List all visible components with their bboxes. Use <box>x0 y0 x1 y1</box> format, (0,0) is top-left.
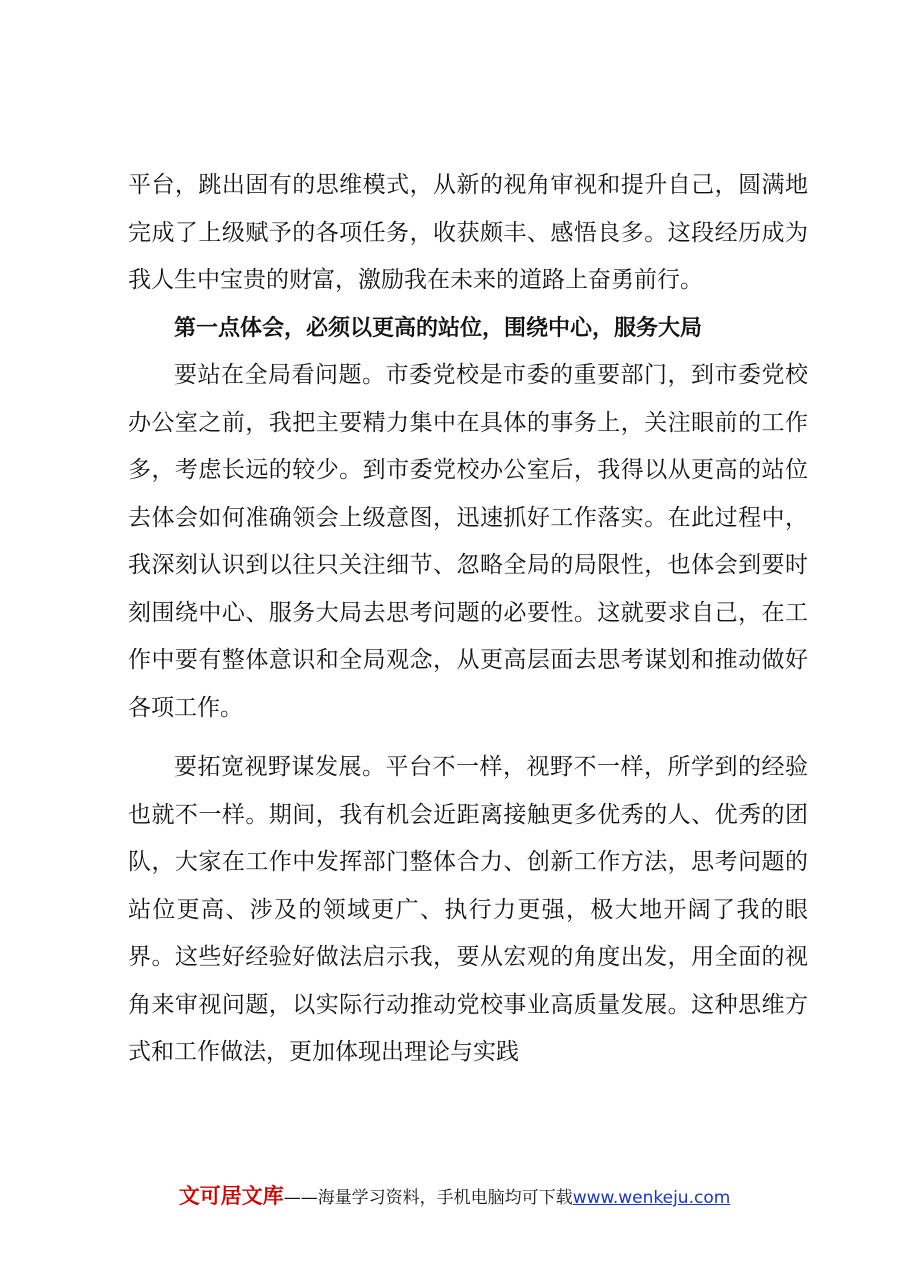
paragraph-global-view: 要站在全局看问题。市委党校是市委的重要部门，到市委党校办公室之前，我把主要精力集中在具体的事务上，关注眼前的工作多，考虑长远的较少。到市委党校办公室后，我得以从更高的站位去体会如何准确领会上级意图，迅速抓好工作落实。在此过程中，我深刻认识到以往只关注细节、忽略全局的局限性，也体会到要时刻围绕中心、服务大局去思考问题的必要性。这就要求自己，在工作中要有整体意识和全局观念，从更高层面去思考谋划和推动做好各项工作。 <box>128 362 808 721</box>
footer-tagline: ——海量学习资料，手机电脑均可下载 <box>283 1188 573 1208</box>
document-body <box>128 162 808 1077</box>
paragraph-continuation: 平台，跳出固有的思维模式，从新的视角审视和提升自己，圆满地完成了上级赋予的各项任务，收获颇丰、感悟良多。这段经历成为我人生中宝贵的财富，激励我在未来的道路上奋勇前行。 <box>128 172 808 293</box>
paragraph-gap <box>128 732 808 744</box>
page-footer <box>0 1180 909 1210</box>
footer-website-link[interactable]: www.wenkeju.com <box>572 1188 731 1208</box>
section-heading: 第一点体会，必须以更高的站位，围绕中心，服务大局 <box>174 315 703 341</box>
paragraph-broaden-vision: 要拓宽视野谋发展。平台不一样，视野不一样，所学到的经验也就不一样。期间，我有机会近距离接触更多优秀的人、优秀的团队，大家在工作中发挥部门整体合力、创新工作方法，思考问题的站位更高、涉及的领域更广、执行力更强，极大地开阔了我的眼界。这些好经验好做法启示我，要从宏观的角度出发，用全面的视角来审视问题，以实际行动推动党校事业高质量发展。这种思维方式和工作做法，更加体现出理论与实践 <box>128 754 808 1065</box>
footer-brand: 文可居文库 <box>178 1184 284 1208</box>
